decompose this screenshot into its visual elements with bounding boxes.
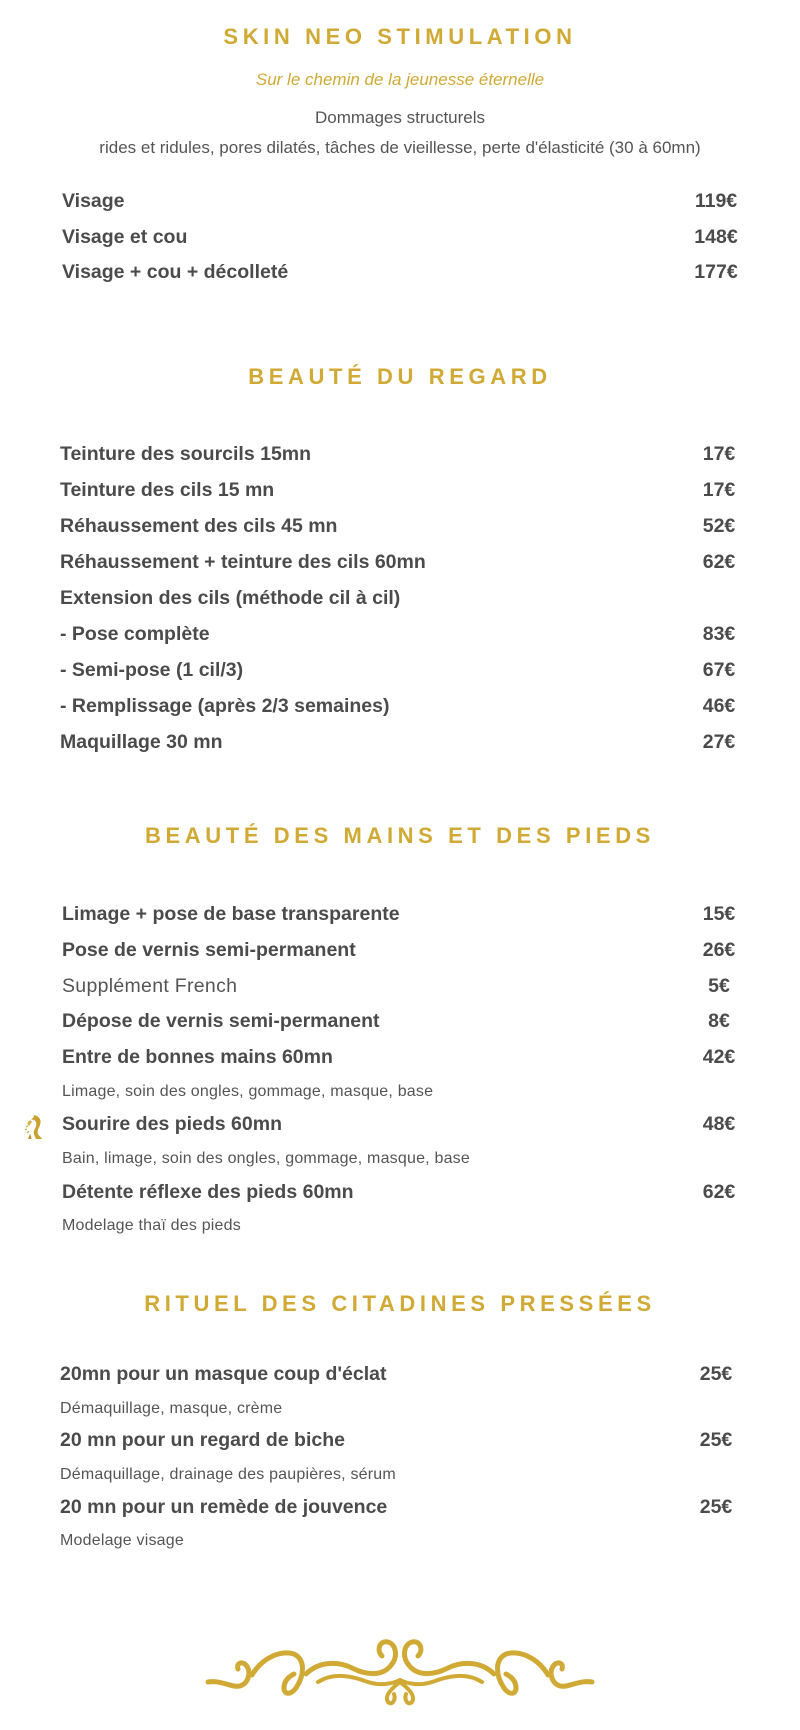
woman-silhouette-icon (22, 1112, 46, 1140)
menu-item-price: 17€ (702, 479, 736, 501)
menu-item-price: 67€ (702, 659, 736, 681)
menu-item-name: Maquillage 30 mn (60, 731, 223, 753)
menu-item-name: Extension des cils (méthode cil à cil) (60, 587, 401, 609)
menu-item-price: 17€ (702, 443, 736, 465)
menu-item-price: 27€ (702, 731, 736, 753)
menu-item-price: 46€ (702, 695, 736, 717)
menu-item-name: - Remplissage (après 2/3 semaines) (60, 695, 390, 717)
menu-item-name: Limage + pose de base transparente (62, 903, 400, 925)
menu-item-price: 177€ (694, 261, 738, 283)
menu-item-description: Limage, soin des ongles, gommage, masque, base (62, 1083, 434, 1100)
menu-item-description: Démaquillage, masque, crème (60, 1400, 283, 1417)
menu-item-price: 5€ (708, 975, 730, 997)
intro-line-1: Dommages structurels (314, 108, 486, 127)
menu-item-description: Modelage thaï des pieds (62, 1217, 241, 1234)
menu-item-name: 20 mn pour un regard de biche (60, 1429, 345, 1451)
menu-item-name: 20mn pour un masque coup d'éclat (60, 1363, 387, 1385)
menu-item-name: Sourire des pieds 60mn (62, 1113, 282, 1135)
section-title-skin: SKIN NEO STIMULATION (223, 24, 577, 49)
menu-item-price: 15€ (702, 903, 736, 925)
menu-item-price: 52€ (702, 515, 736, 537)
flourish-divider-icon (0, 1630, 800, 1730)
menu-item-price: 26€ (702, 939, 736, 961)
menu-item-price: 25€ (699, 1496, 733, 1518)
menu-item-price: 148€ (694, 226, 738, 248)
menu-item-name: Visage (62, 190, 125, 212)
menu-item-price: 83€ (702, 623, 736, 645)
menu-item-price: 119€ (694, 190, 738, 212)
menu-item-name: Supplément French (62, 975, 238, 997)
menu-item-price: 48€ (702, 1113, 736, 1135)
menu-item-name: - Pose complète (60, 623, 210, 645)
menu-item-price: 8€ (708, 1010, 730, 1032)
menu-item-name: - Semi-pose (1 cil/3) (60, 659, 244, 681)
section-subtitle-skin: Sur le chemin de la jeunesse éternelle (255, 70, 545, 89)
menu-item-price: 62€ (702, 551, 736, 573)
menu-item-price: 62€ (702, 1181, 736, 1203)
menu-item-name: Pose de vernis semi-permanent (62, 939, 356, 961)
section-title-regard: BEAUTÉ DU REGARD (248, 364, 552, 389)
menu-item-name: Teinture des cils 15 mn (60, 479, 275, 501)
menu-item-price: 25€ (699, 1363, 733, 1385)
menu-item-description: Modelage visage (60, 1532, 184, 1549)
menu-item-price: 25€ (699, 1429, 733, 1451)
menu-item-name: Teinture des sourcils 15mn (60, 443, 312, 465)
menu-item-name: Visage et cou (62, 226, 188, 248)
menu-item-description: Démaquillage, drainage des paupières, sérum (60, 1466, 396, 1483)
menu-item-name: Dépose de vernis semi-permanent (62, 1010, 380, 1032)
menu-item-name: Entre de bonnes mains 60mn (62, 1046, 333, 1068)
menu-item-name: 20 mn pour un remède de jouvence (60, 1496, 388, 1518)
intro-line-2: rides et ridules, pores dilatés, tâches de vieillesse, perte d'élasticité (30 à 60mn) (99, 138, 701, 157)
section-title-rituel: RITUEL DES CITADINES PRESSÉES (144, 1291, 656, 1316)
menu-item-description: Bain, limage, soin des ongles, gommage, masque, base (62, 1150, 470, 1167)
menu-item-name: Réhaussement des cils 45 mn (60, 515, 338, 537)
menu-item-name: Visage + cou + décolleté (62, 261, 289, 283)
menu-item-name: Détente réflexe des pieds 60mn (62, 1181, 354, 1203)
section-title-mains: BEAUTÉ DES MAINS ET DES PIEDS (145, 823, 655, 848)
menu-item-price: 42€ (702, 1046, 736, 1068)
menu-item-name: Réhaussement + teinture des cils 60mn (60, 551, 426, 573)
